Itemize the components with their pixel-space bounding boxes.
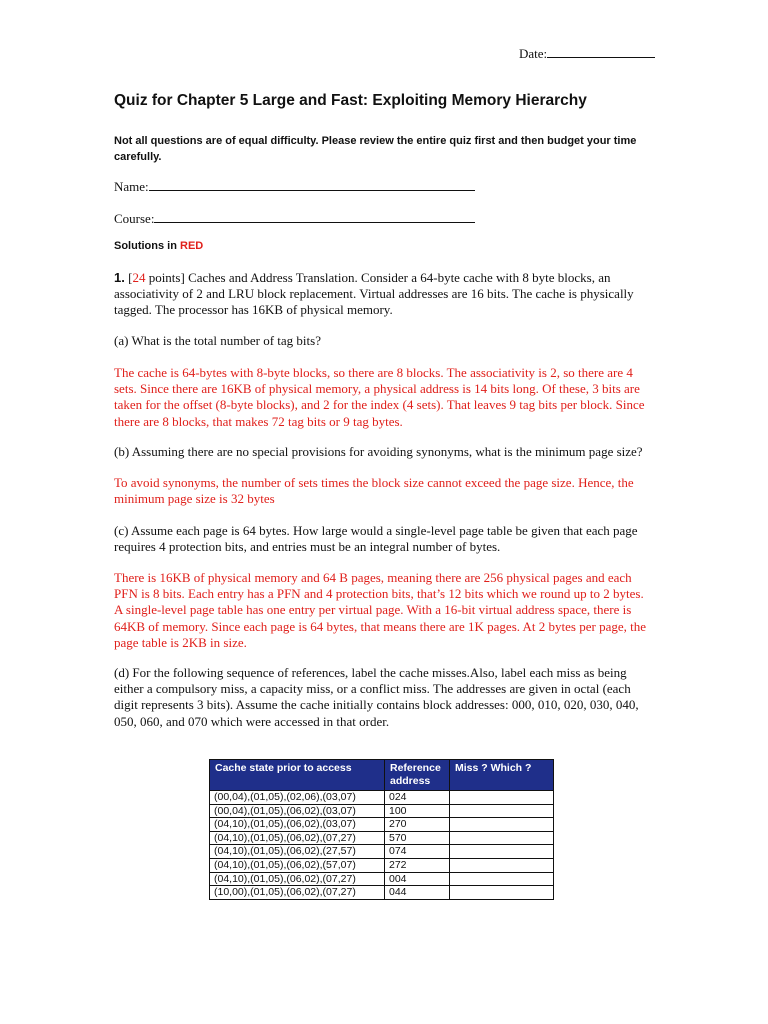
table-row	[210, 858, 554, 872]
reference-address-cell: 024	[385, 791, 450, 805]
date-blank-line[interactable]	[547, 45, 655, 58]
table-header-row	[210, 760, 554, 791]
table-row	[210, 831, 554, 845]
solutions-note-prefix: Solutions in	[114, 240, 180, 252]
points-close: points]	[145, 270, 185, 285]
name-blank-line[interactable]	[149, 178, 475, 191]
name-label: Name:	[114, 179, 149, 194]
reference-address-cell: 100	[385, 804, 450, 818]
table-row	[210, 872, 554, 886]
miss-answer-cell[interactable]	[450, 804, 554, 818]
reference-address-cell: 270	[385, 818, 450, 832]
reference-address-cell: 570	[385, 831, 450, 845]
solutions-note	[114, 240, 203, 252]
answer-b: To avoid synonyms, the number of sets times the block size cannot exceed the page size. Hence, the minimum page size is 32 bytes	[114, 475, 634, 507]
answer-a: The cache is 64-bytes with 8-byte blocks, so there are 8 blocks. The associativity is 2, so there are 4 sets. Since there are 16KB of physical memory, a physical address is 14 bits long. Of these, 3 bits are taken for the offset (8-byte blocks), and 2 for the index (4 sets). That leaves 9 tag bits per block. Since there are 8 blocks, that makes 72 tag bits or 9 tag bytes.	[114, 365, 645, 429]
reference-address-cell: 272	[385, 858, 450, 872]
cache-state-cell: (04,10),(01,05),(06,02),(07,27)	[210, 872, 385, 886]
cache-state-cell: (00,04),(01,05),(06,02),(03,07)	[210, 804, 385, 818]
course-label: Course:	[114, 211, 155, 226]
name-field	[114, 178, 475, 195]
table-row	[210, 804, 554, 818]
cache-state-cell: (10,00),(01,05),(06,02),(07,27)	[210, 886, 385, 900]
points-open: [	[128, 270, 133, 285]
points-value: 24	[132, 270, 146, 285]
course-field	[114, 210, 475, 227]
cache-state-cell: (00,04),(01,05),(02,06),(03,07)	[210, 791, 385, 805]
reference-address-cell: 074	[385, 845, 450, 859]
question-1-text: Caches and Address Translation. Consider a 64-byte cache with 8 byte blocks, an associativity of 2 and LRU block replacement. Virtual addresses are 16 bits. The cache is physically tagged. The processor has 16KB of physical memory.	[114, 270, 634, 318]
cache-state-cell: (04,10),(01,05),(06,02),(03,07)	[210, 818, 385, 832]
course-blank-line[interactable]	[154, 210, 475, 223]
miss-answer-cell[interactable]	[450, 818, 554, 832]
header-cache-state: Cache state prior to access	[210, 760, 385, 791]
cache-state-cell: (04,10),(01,05),(06,02),(57,07)	[210, 858, 385, 872]
question-b: (b) Assuming there are no special provisions for avoiding synonyms, what is the minimum page size?	[114, 444, 643, 459]
miss-answer-cell[interactable]	[450, 791, 554, 805]
header-miss-type: Miss ? Which ?	[450, 760, 554, 791]
header-reference-address: Reference address	[385, 760, 450, 791]
answer-c: There is 16KB of physical memory and 64 B pages, meaning there are 256 physical pages and each PFN is 8 bits. Each entry has a PFN and 4 protection bits, that’s 12 bits which we round up to 2 bytes. A single-level page table has one entry per virtual page. With a 16-bit virtual address space, there is 64KB of memory. Since each page is 64 bytes, that means there are 1K pages. At 2 bytes per page, the page table is 2KB in size.	[114, 570, 646, 650]
table-row	[210, 886, 554, 900]
question-c: (c) Assume each page is 64 bytes. How large would a single-level page table be given that each page requires 4 protection bits, and entries must be an integral number of bytes.	[114, 523, 638, 555]
question-number: 1.	[114, 270, 125, 285]
reference-address-cell: 004	[385, 872, 450, 886]
question-a: (a) What is the total number of tag bits?	[114, 333, 321, 348]
table-row	[210, 791, 554, 805]
solutions-note-highlight: RED	[180, 240, 204, 252]
question-d: (d) For the following sequence of references, label the cache misses.Also, label each miss as being either a compulsory miss, a capacity miss, or a conflict miss. The addresses are given in octal (each digit represents 3 bits). Assume the cache initially contains block addresses: 000, 010, 020, 030, 040, 050, 060, and 070 which were accessed in that order.	[114, 665, 639, 729]
date-field	[519, 45, 655, 62]
miss-answer-cell[interactable]	[450, 872, 554, 886]
reference-address-cell: 044	[385, 886, 450, 900]
cache-table	[209, 759, 554, 900]
table-row	[210, 818, 554, 832]
date-label: Date:	[519, 46, 548, 61]
instructions: Not all questions are of equal difficulty. Please review the entire quiz first and then budget your time carefully.	[114, 135, 637, 163]
miss-answer-cell[interactable]	[450, 831, 554, 845]
cache-table-wrapper	[209, 759, 554, 900]
cache-state-cell: (04,10),(01,05),(06,02),(07,27)	[210, 831, 385, 845]
table-row	[210, 845, 554, 859]
miss-answer-cell[interactable]	[450, 858, 554, 872]
miss-answer-cell[interactable]	[450, 845, 554, 859]
cache-state-cell: (04,10),(01,05),(06,02),(27,57)	[210, 845, 385, 859]
page-title: Quiz for Chapter 5 Large and Fast: Exploiting Memory Hierarchy	[114, 92, 587, 109]
question-1-intro	[114, 270, 654, 319]
miss-answer-cell[interactable]	[450, 886, 554, 900]
